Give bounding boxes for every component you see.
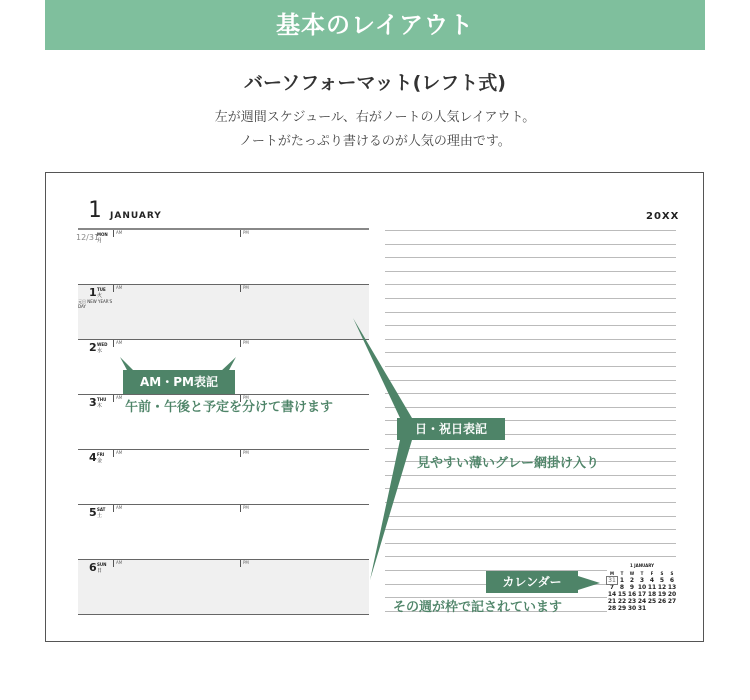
holiday-note: 見やすい薄いグレー網掛け入り — [417, 456, 600, 471]
mini-calendar-day: 10 — [637, 584, 647, 591]
mini-calendar-day: 16 — [627, 591, 637, 598]
pm-label: PM — [243, 230, 249, 235]
weekday-header: M — [610, 571, 614, 576]
note-rule — [385, 380, 676, 381]
day-number: 4 — [89, 451, 97, 464]
month-name: JANUARY — [110, 211, 162, 221]
weekday-header: F — [650, 571, 654, 576]
am-divider — [113, 395, 114, 402]
mini-calendar-day: 5 — [659, 577, 665, 584]
day-date: 12/31 — [76, 233, 100, 242]
day-weekday-en: TUE — [97, 287, 106, 292]
mini-calendar-day: 31 — [637, 605, 647, 612]
am-label: AM — [116, 230, 123, 235]
mini-calendar-day: 12 — [657, 584, 667, 591]
mini-calendar-day: 4 — [649, 577, 655, 584]
day-weekday-jp: 木 — [97, 403, 103, 409]
note-rule — [385, 298, 676, 299]
am-divider — [113, 230, 114, 237]
note-rule — [385, 488, 676, 489]
pm-label: PM — [243, 395, 249, 400]
pm-label: PM — [243, 505, 249, 510]
mini-calendar-day: 15 — [617, 591, 627, 598]
day-number: 2 — [89, 341, 97, 354]
am-label: AM — [116, 395, 123, 400]
mini-calendar-day: 24 — [637, 598, 647, 605]
mini-calendar-day: 11 — [647, 584, 657, 591]
description-line-2: ノートがたっぷり書けるのが人気の理由です。 — [239, 134, 511, 149]
am-label: AM — [116, 285, 123, 290]
day-weekday-en: FRI — [97, 452, 105, 457]
mini-calendar-week — [607, 605, 677, 612]
am-divider — [113, 340, 114, 347]
weekday-header: W — [629, 571, 635, 576]
mini-calendar-day: 25 — [647, 598, 657, 605]
day-weekday-en: MON — [97, 232, 108, 237]
day-weekday-jp: 火 — [97, 293, 103, 299]
mini-calendar-week — [607, 577, 677, 584]
description-line-1: 左が週間スケジュール、右がノートの人気レイアウト。 — [214, 110, 536, 125]
mini-calendar-day — [647, 605, 657, 612]
note-rule — [385, 502, 676, 503]
note-rule — [385, 448, 676, 449]
weekday-header: S — [660, 571, 664, 576]
note-rule — [385, 556, 676, 557]
note-rule — [385, 339, 676, 340]
day-row — [78, 230, 369, 284]
day-weekday-jp: 日 — [97, 568, 103, 574]
note-rule — [385, 393, 676, 394]
day-number: 5 — [89, 506, 97, 519]
pm-divider — [240, 285, 241, 292]
mini-calendar-day: 19 — [657, 591, 667, 598]
mini-calendar-day — [657, 605, 667, 612]
mini-calendar-day: 1 — [619, 577, 625, 584]
day-row — [78, 505, 369, 559]
pm-divider — [240, 505, 241, 512]
note-rule — [385, 529, 676, 530]
day-weekday-en: WED — [97, 342, 108, 347]
mini-calendar-day: 28 — [607, 605, 617, 612]
year-label: 20XX — [646, 211, 680, 222]
note-rule — [385, 244, 676, 245]
ampm-note: 午前・午後と予定を分けて書けます — [125, 400, 334, 415]
am-divider — [113, 560, 114, 567]
month-number: 1 — [88, 198, 102, 223]
mini-calendar-week — [607, 598, 677, 605]
day-row — [78, 285, 369, 339]
layout-subtitle: バーソフォーマット(レフト式) — [244, 72, 506, 94]
pm-label: PM — [243, 285, 249, 290]
note-rule — [385, 271, 676, 272]
note-rule — [385, 312, 676, 313]
pm-divider — [240, 230, 241, 237]
mini-calendar-day: 18 — [647, 591, 657, 598]
ampm-tag: AM・PM表記 — [123, 370, 235, 394]
mini-calendar-day: 17 — [637, 591, 647, 598]
mini-calendar-day: 8 — [619, 584, 625, 591]
mini-calendar-day: 22 — [617, 598, 627, 605]
day-row — [78, 560, 369, 614]
am-label: AM — [116, 450, 123, 455]
note-rule — [385, 325, 676, 326]
holiday-name: 元日 NEW YEAR'S DAY — [78, 299, 113, 309]
note-rule — [385, 284, 676, 285]
mini-calendar-grid — [607, 570, 677, 612]
mini-calendar-day: 3 — [639, 577, 645, 584]
day-number: 1 — [89, 286, 97, 299]
day-separator — [78, 614, 369, 615]
day-weekday-en: THU — [97, 397, 107, 402]
mini-calendar-header — [607, 570, 677, 577]
page-banner: 基本のレイアウト — [45, 0, 705, 50]
day-weekday-jp: 水 — [97, 348, 103, 354]
note-rule — [385, 366, 676, 367]
mini-calendar-day: 31 — [608, 577, 616, 584]
pm-divider — [240, 450, 241, 457]
mini-calendar-day: 13 — [667, 584, 677, 591]
pm-divider — [240, 560, 241, 567]
mini-calendar-day: 21 — [607, 598, 617, 605]
mini-calendar-day: 30 — [627, 605, 637, 612]
am-label: AM — [116, 560, 123, 565]
mini-calendar-day: 2 — [629, 577, 635, 584]
mini-calendar-day: 26 — [657, 598, 667, 605]
am-divider — [113, 505, 114, 512]
note-rule — [385, 475, 676, 476]
pm-label: PM — [243, 450, 249, 455]
calendar-note: その週が枠で記されています — [393, 600, 563, 615]
mini-calendar-day: 6 — [669, 577, 675, 584]
mini-calendar-day: 20 — [667, 591, 677, 598]
day-weekday-jp: 土 — [97, 513, 103, 519]
mini-calendar-day: 9 — [629, 584, 635, 591]
note-rule — [385, 516, 676, 517]
pm-divider — [240, 340, 241, 347]
day-row — [78, 450, 369, 504]
weekday-header: T — [640, 571, 644, 576]
mini-calendar-week — [607, 591, 677, 598]
am-label: AM — [116, 340, 123, 345]
day-number: 6 — [89, 561, 97, 574]
mini-calendar-title: 1 JANUARY — [629, 563, 655, 568]
note-rule — [385, 352, 676, 353]
mini-calendar — [607, 563, 677, 612]
pm-label: PM — [243, 560, 249, 565]
day-weekday-jp: 月 — [97, 238, 103, 244]
mini-calendar-day: 23 — [627, 598, 637, 605]
note-rule — [385, 543, 676, 544]
pm-label: PM — [243, 340, 249, 345]
weekday-header: S — [670, 571, 674, 576]
note-rule — [385, 257, 676, 258]
mini-calendar-day: 29 — [617, 605, 627, 612]
day-number: 3 — [89, 396, 97, 409]
note-rule — [385, 230, 676, 231]
day-weekday-en: SAT — [97, 507, 106, 512]
day-weekday-en: SUN — [97, 562, 107, 567]
mini-calendar-week — [607, 584, 677, 591]
day-weekday-jp: 金 — [97, 458, 103, 464]
note-rule — [385, 407, 676, 408]
calendar-tag: カレンダー — [486, 571, 578, 593]
am-divider — [113, 450, 114, 457]
mini-calendar-day — [667, 605, 677, 612]
mini-calendar-day: 7 — [609, 584, 615, 591]
mini-calendar-day: 14 — [607, 591, 617, 598]
am-label: AM — [116, 505, 123, 510]
holiday-tag: 日・祝日表記 — [397, 418, 505, 440]
mini-calendar-day: 27 — [667, 598, 677, 605]
am-divider — [113, 285, 114, 292]
weekday-header: T — [620, 571, 624, 576]
